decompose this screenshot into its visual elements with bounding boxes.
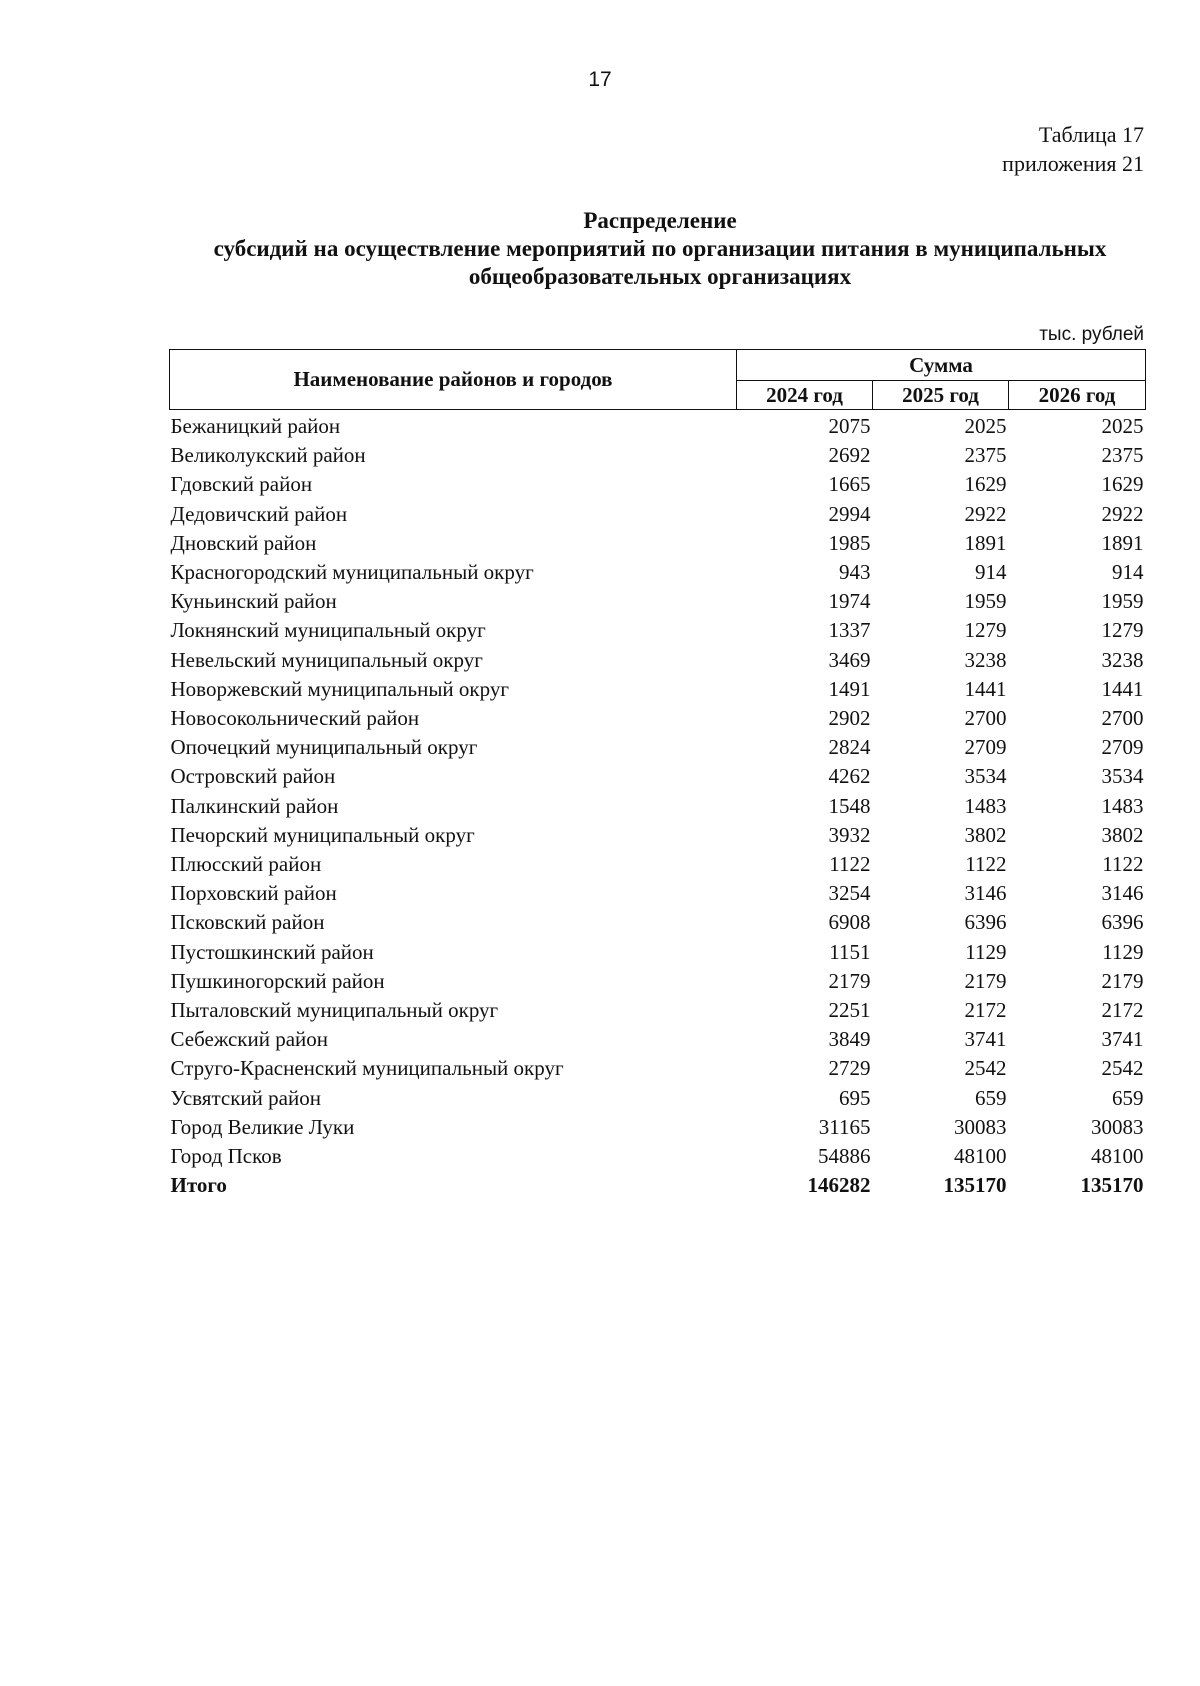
value-2026-cell: 3534 (1101, 764, 1144, 789)
table-header (170, 350, 1146, 410)
header-name: Наименование районов и городов (170, 350, 737, 410)
district-name-cell: Струго-Красненский муниципальный округ (170, 1056, 564, 1081)
value-2024-cell: 943 (839, 560, 871, 585)
table-row (170, 529, 1146, 558)
value-2024-cell: 2902 (828, 706, 871, 731)
value-2026-cell: 48100 (1091, 1144, 1144, 1169)
value-2024-cell: 31165 (818, 1114, 871, 1139)
table-row (170, 908, 1146, 937)
table-reference (1002, 120, 1144, 178)
value-2025-cell: 135170 (943, 1173, 1007, 1198)
district-name-cell: Новосокольнический район (170, 706, 420, 731)
value-2024-cell: 1665 (828, 472, 871, 497)
table-row (170, 792, 1146, 821)
header-year-2025: 2025 год (873, 381, 1009, 410)
table-row (170, 1054, 1146, 1083)
district-name-cell: Итого (170, 1173, 227, 1198)
district-name-cell: Пыталовский муниципальный округ (170, 998, 499, 1023)
header-year-2026: 2026 год (1009, 381, 1146, 410)
table-row (170, 1084, 1146, 1113)
value-2026-cell: 1891 (1101, 530, 1144, 555)
title-line-3: общеобразовательных организациях (468, 264, 852, 289)
district-name-cell: Великолукский район (170, 443, 366, 468)
district-name-cell: Опочецкий муниципальный округ (170, 735, 478, 760)
district-name-cell: Новоржевский муниципальный округ (170, 676, 509, 701)
value-2026-cell: 1122 (1102, 852, 1144, 877)
value-2025-cell: 48100 (954, 1144, 1007, 1169)
value-2024-cell: 1974 (828, 589, 871, 614)
value-2024-cell: 2251 (828, 998, 871, 1023)
table-row (170, 850, 1146, 879)
value-2025-cell: 2375 (964, 443, 1007, 468)
district-name-cell: Усвятский район (170, 1085, 321, 1110)
table-row (170, 821, 1146, 850)
value-2026-cell: 1959 (1101, 589, 1144, 614)
value-2025-cell: 30083 (954, 1114, 1007, 1139)
value-2024-cell: 2075 (828, 414, 871, 438)
value-2025-cell: 2179 (964, 968, 1007, 993)
value-2026-cell: 2542 (1101, 1056, 1144, 1081)
table-body (170, 410, 1146, 1201)
value-2025-cell: 3802 (964, 822, 1007, 847)
value-2024-cell: 1122 (829, 852, 871, 877)
value-2026-cell: 1483 (1101, 793, 1144, 818)
district-name-cell: Дедовичский район (170, 501, 348, 526)
district-name-cell: Невельский муниципальный округ (170, 647, 483, 672)
value-2024-cell: 1548 (828, 793, 871, 818)
value-2025-cell: 1629 (964, 472, 1007, 497)
value-2026-cell: 914 (1112, 560, 1144, 585)
value-2025-cell: 1483 (964, 793, 1007, 818)
district-name-cell: Гдовский район (170, 472, 313, 497)
value-2025-cell: 1441 (964, 676, 1007, 701)
value-2026-cell: 2172 (1101, 998, 1144, 1023)
value-2025-cell: 2172 (964, 998, 1007, 1023)
value-2025-cell: 2922 (964, 501, 1007, 526)
table-row (170, 470, 1146, 499)
page-number: 17 (588, 68, 612, 91)
value-2026-cell: 1279 (1101, 618, 1144, 643)
table-row (170, 675, 1146, 704)
table-row (170, 996, 1146, 1025)
value-2024-cell: 3469 (828, 647, 871, 672)
district-name-cell: Дновский район (170, 530, 317, 555)
table-row (170, 1142, 1146, 1171)
value-2026-cell: 30083 (1091, 1114, 1144, 1139)
value-2025-cell: 2542 (964, 1056, 1007, 1081)
value-2025-cell: 1959 (964, 589, 1007, 614)
value-2025-cell: 1891 (964, 530, 1007, 555)
table-row (170, 616, 1146, 645)
value-2024-cell: 6908 (828, 910, 871, 935)
value-2025-cell: 6396 (964, 910, 1007, 935)
table-row (170, 500, 1146, 529)
district-name-cell: Город Псков (170, 1144, 282, 1169)
value-2025-cell: 1129 (965, 939, 1007, 964)
value-2026-cell: 3802 (1101, 822, 1144, 847)
table-row (170, 879, 1146, 908)
subsidy-table (169, 349, 1146, 1200)
table-row (170, 410, 1146, 442)
value-2026-cell: 2700 (1101, 706, 1144, 731)
document-title (150, 207, 1170, 291)
value-2024-cell: 2729 (828, 1056, 871, 1081)
value-2026-cell: 3238 (1101, 647, 1144, 672)
value-2026-cell: 6396 (1101, 910, 1144, 935)
value-2026-cell: 2709 (1101, 735, 1144, 760)
value-2025-cell: 2700 (964, 706, 1007, 731)
value-2024-cell: 695 (839, 1085, 871, 1110)
value-2026-cell: 2179 (1101, 968, 1144, 993)
district-name-cell: Локнянский муниципальный округ (170, 618, 486, 643)
table-row (170, 1113, 1146, 1142)
value-2024-cell: 3932 (828, 822, 871, 847)
table-row (170, 646, 1146, 675)
value-2026-cell: 2375 (1101, 443, 1144, 468)
table-row (170, 967, 1146, 996)
table-row (170, 938, 1146, 967)
units-label: тыс. рублей (1039, 324, 1144, 345)
value-2025-cell: 1122 (965, 852, 1007, 877)
value-2024-cell: 146282 (807, 1173, 871, 1198)
value-2025-cell: 3238 (964, 647, 1007, 672)
value-2026-cell: 3741 (1101, 1027, 1144, 1052)
value-2026-cell: 2025 (1101, 414, 1144, 438)
value-2025-cell: 3534 (964, 764, 1007, 789)
district-name-cell: Себежский район (170, 1027, 328, 1052)
value-2024-cell: 1491 (828, 676, 871, 701)
table-row (170, 733, 1146, 762)
district-name-cell: Куньинский район (170, 589, 337, 614)
district-name-cell: Красногородский муниципальный округ (170, 560, 534, 585)
table-ref-line-1: Таблица 17 (1038, 122, 1144, 147)
table-row (170, 558, 1146, 587)
value-2025-cell: 1279 (964, 618, 1007, 643)
value-2024-cell: 1337 (828, 618, 871, 643)
value-2024-cell: 2692 (828, 443, 871, 468)
table-row (170, 762, 1146, 791)
value-2025-cell: 3146 (964, 881, 1007, 906)
header-year-2024: 2024 год (737, 381, 873, 410)
district-name-cell: Пустошкинский район (170, 939, 374, 964)
value-2026-cell: 3146 (1101, 881, 1144, 906)
value-2024-cell: 3849 (828, 1027, 871, 1052)
total-row (170, 1171, 1146, 1200)
district-name-cell: Пушкиногорский район (170, 968, 385, 993)
district-name-cell: Порховский район (170, 881, 337, 906)
value-2026-cell: 135170 (1080, 1173, 1144, 1198)
district-name-cell: Плюсский район (170, 852, 322, 877)
title-line-2: субсидий на осуществление мероприятий по организации питания в муниципальных (213, 236, 1107, 261)
header-sum: Сумма (737, 350, 1146, 381)
value-2025-cell: 659 (975, 1085, 1007, 1110)
value-2026-cell: 2922 (1101, 501, 1144, 526)
value-2024-cell: 1151 (829, 939, 871, 964)
value-2024-cell: 3254 (828, 881, 871, 906)
district-name-cell: Псковский район (170, 910, 325, 935)
value-2025-cell: 914 (975, 560, 1007, 585)
value-2025-cell: 2025 (964, 414, 1007, 438)
district-name-cell: Печорский муниципальный округ (170, 822, 475, 847)
district-name-cell: Город Великие Луки (170, 1114, 355, 1139)
value-2026-cell: 1629 (1101, 472, 1144, 497)
value-2024-cell: 4262 (828, 764, 871, 789)
value-2026-cell: 659 (1112, 1085, 1144, 1110)
value-2024-cell: 2994 (828, 501, 871, 526)
district-name-cell: Островский район (170, 764, 336, 789)
value-2025-cell: 3741 (964, 1027, 1007, 1052)
table-ref-line-2: приложения 21 (1002, 151, 1144, 176)
value-2026-cell: 1441 (1101, 676, 1144, 701)
value-2026-cell: 1129 (1102, 939, 1144, 964)
value-2024-cell: 54886 (818, 1144, 871, 1169)
table-row (170, 704, 1146, 733)
value-2024-cell: 2824 (828, 735, 871, 760)
value-2024-cell: 1985 (828, 530, 871, 555)
title-line-1: Распределение (583, 208, 737, 233)
district-name-cell: Палкинский район (170, 793, 339, 818)
table-row (170, 441, 1146, 470)
district-name-cell: Бежаницкий район (170, 414, 341, 438)
table-row (170, 1025, 1146, 1054)
value-2024-cell: 2179 (828, 968, 871, 993)
value-2025-cell: 2709 (964, 735, 1007, 760)
table-row (170, 587, 1146, 616)
